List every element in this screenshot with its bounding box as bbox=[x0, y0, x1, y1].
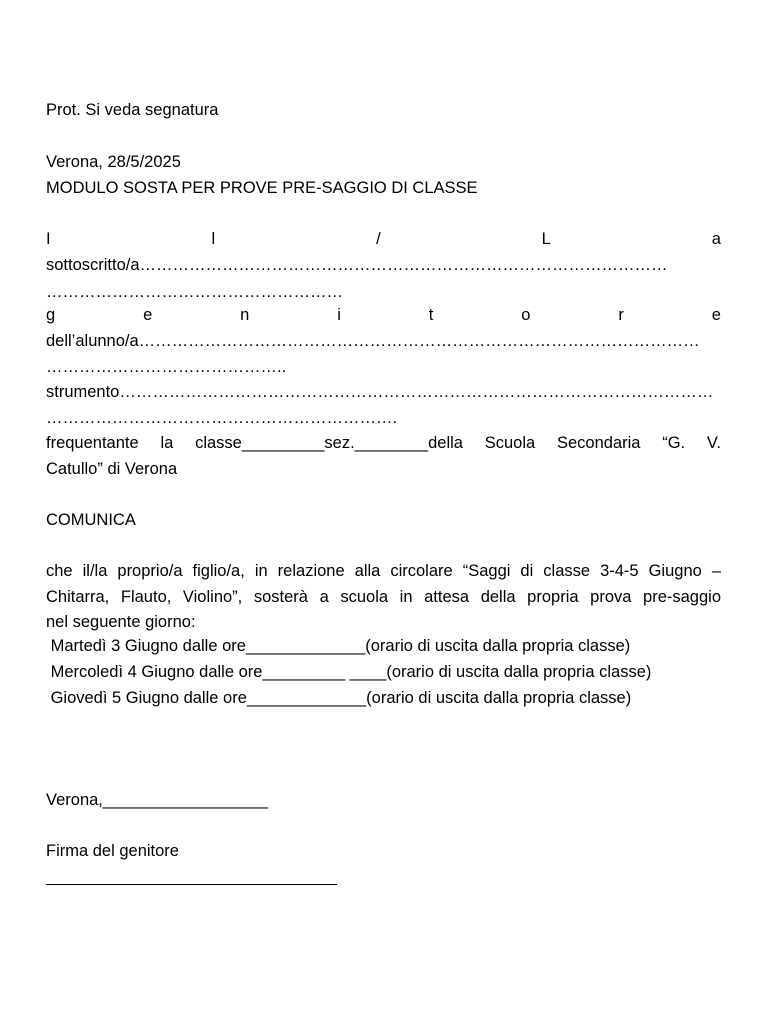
place-date: Verona, 28/5/2025 bbox=[46, 153, 181, 171]
instrument-label: strumento bbox=[46, 383, 120, 401]
spaced-letter: i bbox=[337, 306, 341, 324]
signature-label: Firma del genitore bbox=[46, 842, 179, 860]
spaced-letter: a bbox=[711, 230, 721, 248]
student-name-field[interactable] bbox=[46, 331, 721, 351]
day-row-tuesday[interactable]: Martedì 3 Giugno dalle ore_____________(orario di uscita dalla propria classe) bbox=[46, 637, 631, 655]
spaced-letter: l bbox=[211, 230, 216, 248]
body-text-line-2: Chitarra, Flauto, Violino”, sosterà a scuola in attesa della propria prova pre-saggio bbox=[46, 588, 721, 606]
protocol-text: Prot. Si veda segnatura bbox=[46, 101, 219, 119]
school-name-line: Catullo” di Verona bbox=[46, 460, 178, 478]
student-dots-continuation: …………………………………….. bbox=[46, 358, 287, 376]
student-label: dell’alunno/a bbox=[46, 332, 139, 350]
signer-dots: …………………………………………………………………………………… bbox=[139, 256, 668, 274]
body-text-line-1: che il/la proprio/a figlio/a, in relazione alla circolare “Saggi di classe 3-4-5 Giugno – bbox=[46, 562, 721, 580]
signer-name-field[interactable] bbox=[46, 255, 721, 275]
spaced-letter: e bbox=[143, 306, 153, 324]
spaced-letter: t bbox=[428, 306, 434, 324]
signature-line[interactable] bbox=[46, 884, 337, 885]
signer-label: sottoscritto/a bbox=[46, 256, 140, 274]
spaced-letter: / bbox=[376, 230, 381, 248]
comunica-heading: COMUNICA bbox=[46, 511, 136, 529]
spaced-letter: o bbox=[521, 306, 531, 324]
spaced-letter: L bbox=[541, 230, 551, 248]
document-title: MODULO SOSTA PER PROVE PRE-SAGGIO DI CLASSE bbox=[46, 179, 478, 197]
spaced-heading-genitore bbox=[46, 305, 721, 325]
spaced-letter: r bbox=[618, 306, 624, 324]
student-dots: ………………………………………………………………………………………… bbox=[138, 332, 700, 350]
instrument-dots-continuation: ………………………………………………………. bbox=[46, 409, 398, 427]
instrument-dots: ……………………………………………………………………………………………… bbox=[119, 383, 714, 401]
day-row-wednesday[interactable]: Mercoledì 4 Giugno dalle ore_________ ____(orario di uscita dalla propria classe) bbox=[46, 663, 652, 681]
class-section-line[interactable]: frequentante la classe_________sez.________della Scuola Secondaria “G. V. bbox=[46, 434, 721, 452]
spaced-letter: n bbox=[240, 306, 250, 324]
footer-place-line[interactable]: Verona,__________________ bbox=[46, 791, 269, 809]
day-row-thursday[interactable]: Giovedì 5 Giugno dalle ore_____________(orario di uscita dalla propria classe) bbox=[46, 689, 632, 707]
spaced-letter: g bbox=[46, 306, 56, 324]
spaced-letter: I bbox=[46, 230, 51, 248]
instrument-field[interactable] bbox=[46, 382, 721, 402]
signer-dots-continuation: ……………………………………………… bbox=[46, 283, 343, 301]
spaced-letter: e bbox=[711, 306, 721, 324]
body-text-line-3: nel seguente giorno: bbox=[46, 613, 196, 631]
spaced-heading-il-la bbox=[46, 229, 721, 249]
